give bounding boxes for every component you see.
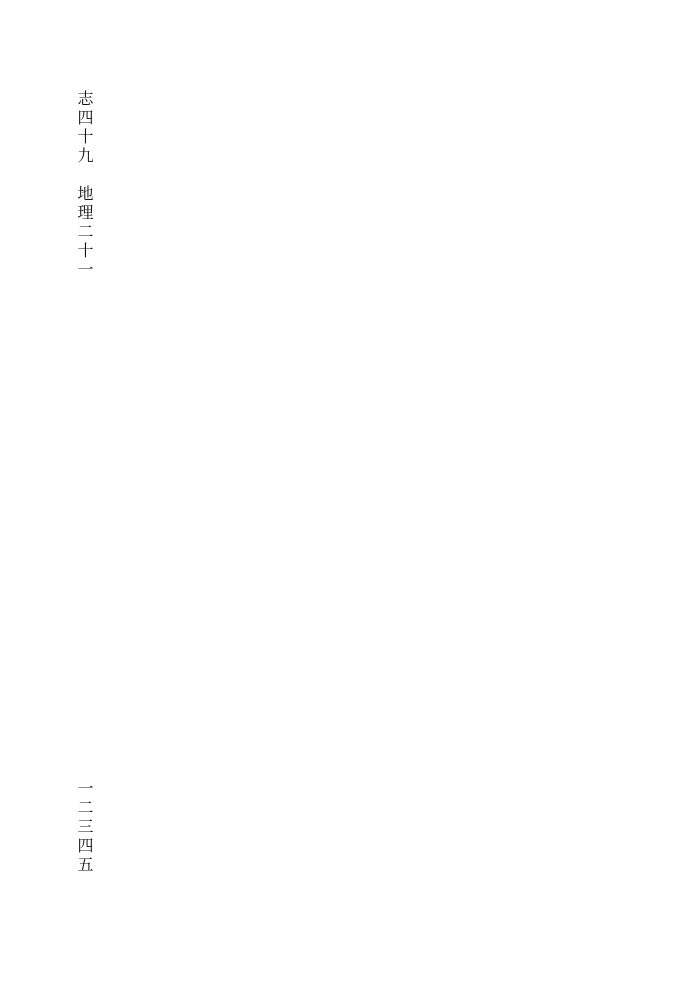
text-columns [108,90,578,970]
footer-section: 志四十九 地理二十一 [75,90,94,280]
page-number: 一二三四五 [75,780,94,875]
running-footer [60,90,96,940]
